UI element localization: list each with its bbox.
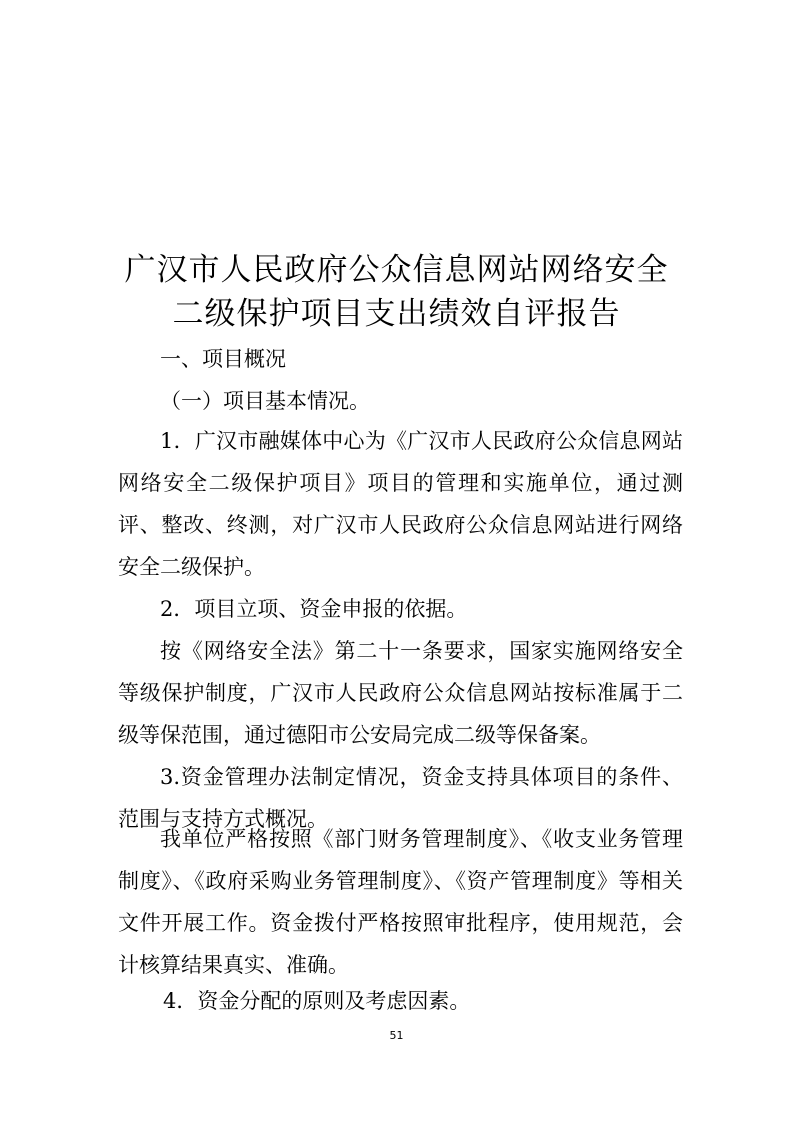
item-2-heading: 2．项目立项、资金申报的依据。 bbox=[160, 597, 468, 621]
paragraph-item-1: 1．广汉市融媒体中心为《广汉市人民政府公众信息网站网络安全二级保护项目》项目的管理和实施单位，通过测评、整改、终测，对广汉市人民政府公众信息网站进行网络安全二级保护。 bbox=[118, 429, 683, 579]
document-title-line-1: 广汉市人民政府公众信息网站网络安全 bbox=[124, 252, 669, 288]
document-title-line-2: 二级保护项目支出绩效自评报告 bbox=[172, 296, 621, 332]
paragraph-item-2: 按《网络安全法》第二十一条要求，国家实施网络安全等级保护制度，广汉市人民政府公众信息网站按标准属于二级等保范围，通过德阳市公安局完成二级等保备案。 bbox=[118, 639, 683, 747]
paragraph-item-3: 我单位严格按照《部门财务管理制度》、《收支业务管理制度》、《政府采购业务管理制度》、《资产管理制度》等相关文件开展工作。资金拨付严格按照审批程序，使用规范，会计核算结果真实、准确。 bbox=[118, 827, 683, 977]
item-4-heading: 4．资金分配的原则及考虑因素。 bbox=[163, 989, 471, 1013]
subsection-heading: （一）项目基本情况。 bbox=[160, 389, 370, 413]
section-heading: 一、项目概况 bbox=[160, 347, 286, 371]
item-3-heading: 3.资金管理办法制定情况，资金支持具体项目的条件、范围与支持方式概况。 bbox=[118, 765, 683, 831]
page-number: 51 bbox=[389, 1029, 404, 1042]
